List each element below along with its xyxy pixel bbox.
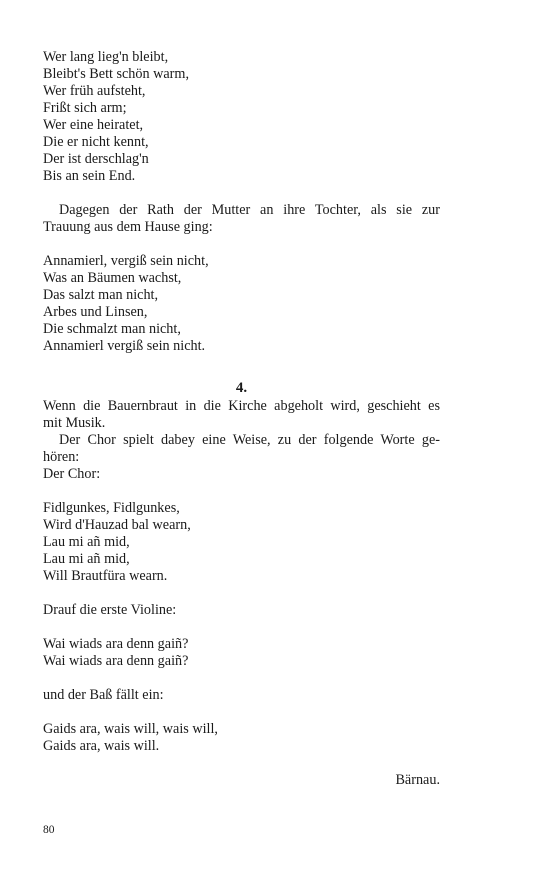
verse-line: Lau mi añ mid, — [43, 534, 130, 550]
page-number: 80 — [43, 824, 55, 836]
verse-line: Frißt sich arm; — [43, 100, 127, 116]
verse-line: Will Brautfüra wearn. — [43, 568, 168, 584]
page-body — [43, 49, 440, 789]
verse-line: Was an Bäumen wachst, — [43, 270, 182, 286]
verse-line: Die schmalzt man nicht, — [43, 321, 181, 337]
paragraph-line: Trauung aus dem Hause ging: — [43, 219, 213, 235]
verse-line: Bleibt's Bett schön warm, — [43, 66, 189, 82]
verse-2 — [43, 253, 440, 355]
verse-3 — [43, 500, 440, 585]
verse-line: Das salzt man nicht, — [43, 287, 159, 303]
paragraph-bride-music — [43, 398, 440, 483]
verse-line: Wai wiads ara denn gaiñ? — [43, 653, 189, 669]
paragraph-line: mit Musik. — [43, 415, 106, 431]
paragraph-line: Dagegen der Rath der Mutter an ihre Tochter, als sie zur — [59, 202, 440, 218]
verse-line: Wer früh aufsteht, — [43, 83, 146, 99]
paragraph-line: Der Chor spielt dabey eine Weise, zu der folgende Worte ge- — [59, 432, 440, 448]
verse-1 — [43, 49, 440, 185]
verse-line: Annamierl vergiß sein nicht. — [43, 338, 206, 354]
verse-5 — [43, 721, 440, 755]
verse-line: Gaids ara, wais will, wais will, — [43, 721, 218, 737]
verse-line: Gaids ara, wais will. — [43, 738, 160, 754]
verse-4 — [43, 636, 440, 670]
bass-intro: und der Baß fällt ein: — [43, 687, 164, 703]
verse-line: Der ist derschlag'n — [43, 151, 149, 167]
verse-line: Wird d'Hauzad bal wearn, — [43, 517, 191, 533]
verse-line: Lau mi añ mid, — [43, 551, 130, 567]
verse-line: Wer lang lieg'n bleibt, — [43, 49, 169, 65]
verse-line: Fidlgunkes, Fidlgunkes, — [43, 500, 180, 516]
verse-line: Annamierl, vergiß sein nicht, — [43, 253, 209, 269]
verse-line: Bis an sein End. — [43, 168, 136, 184]
place-attribution: Bärnau. — [395, 772, 440, 788]
paragraph-line: Der Chor: — [43, 466, 101, 482]
section-heading: 4. — [235, 380, 248, 396]
verse-line: Wer eine heiratet, — [43, 117, 144, 133]
verse-line: Die er nicht kennt, — [43, 134, 149, 150]
verse-line: Wai wiads ara denn gaiñ? — [43, 636, 189, 652]
paragraph-line: Wenn die Bauernbraut in die Kirche abgeholt wird, geschieht es — [43, 398, 440, 414]
verse-line: Arbes und Linsen, — [43, 304, 148, 320]
paragraph-line: hören: — [43, 449, 80, 465]
paragraph-mother-advice — [43, 202, 440, 236]
violin-intro: Drauf die erste Violine: — [43, 602, 177, 618]
